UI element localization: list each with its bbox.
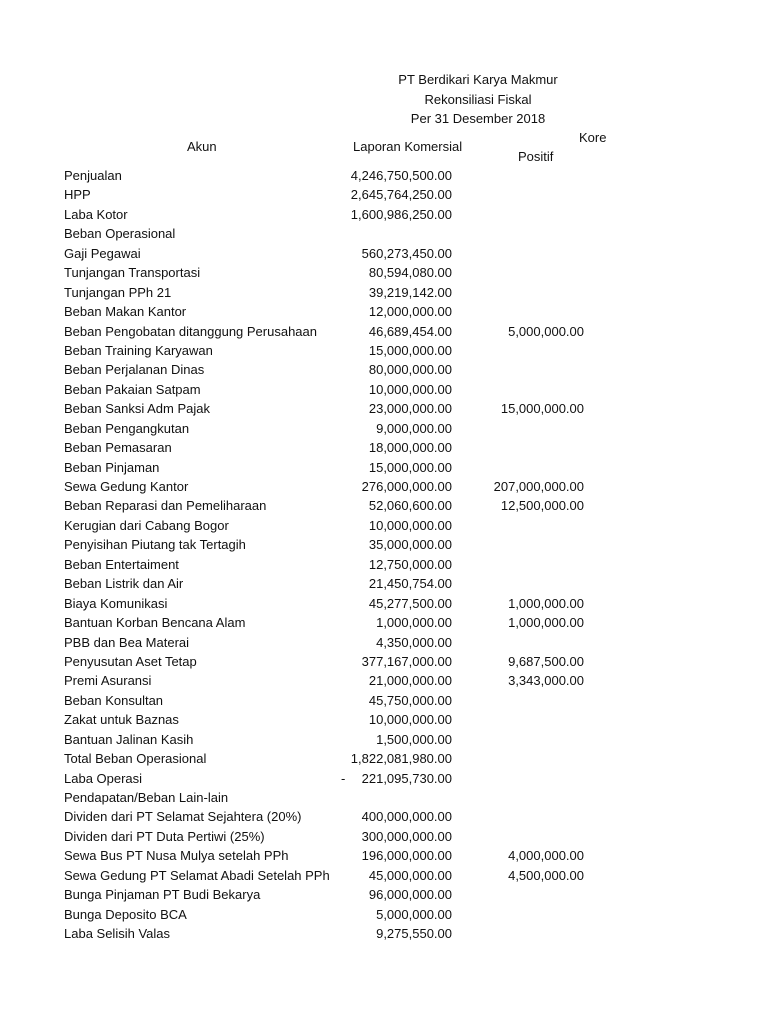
- komersial-value: 15,000,000.00: [368, 342, 452, 358]
- komersial-value: 10,000,000.00: [368, 381, 452, 397]
- table-row: [0, 752, 768, 771]
- account-name: Kerugian dari Cabang Bogor: [64, 517, 229, 533]
- table-row: [0, 286, 768, 305]
- positif-value: 3,343,000.00: [508, 673, 584, 689]
- table-row: [0, 363, 768, 382]
- table-row: [0, 266, 768, 285]
- account-name: Pendapatan/Beban Lain-lain: [64, 790, 229, 805]
- table-row: [0, 908, 768, 927]
- komersial-value: 2,645,764,250.00: [350, 187, 452, 203]
- account-name: Total Beban Operasional: [64, 751, 207, 767]
- positif-value: 207,000,000.00: [493, 479, 584, 494]
- table-row: [0, 810, 768, 829]
- account-name: Penyusutan Aset Tetap: [64, 653, 197, 669]
- column-header-koreksi: Kore: [579, 130, 607, 145]
- account-name: Dividen dari PT Duta Pertiwi (25%): [64, 828, 265, 844]
- account-name: Beban Pakaian Satpam: [64, 381, 201, 397]
- account-name: Gaji Pegawai: [64, 245, 141, 261]
- account-name: Bantuan Jalinan Kasih: [64, 731, 194, 747]
- table-row: [0, 169, 768, 188]
- account-name: PBB dan Bea Materai: [64, 634, 190, 650]
- account-name: Laba Selisih Valas: [64, 926, 170, 942]
- komersial-value: 10,000,000.00: [368, 517, 452, 533]
- account-name: Beban Pengangkutan: [64, 420, 190, 436]
- account-name: Laba Operasi: [64, 770, 143, 786]
- column-header-akun: Akun: [187, 139, 217, 154]
- table-row: [0, 888, 768, 907]
- account-rows: [0, 169, 768, 947]
- positif-value: 5,000,000.00: [508, 323, 584, 339]
- table-row: [0, 636, 768, 655]
- komersial-value: 10,000,000.00: [368, 712, 452, 728]
- table-row: [0, 208, 768, 227]
- account-name: Tunjangan Transportasi: [64, 265, 201, 281]
- komersial-value: 80,594,080.00: [368, 265, 452, 281]
- table-row: [0, 227, 768, 246]
- table-row: [0, 247, 768, 266]
- period-title: Per 31 Desember 2018: [410, 111, 546, 126]
- table-row: [0, 655, 768, 674]
- account-name: Sewa Bus PT Nusa Mulya setelah PPh: [64, 848, 289, 864]
- komersial-value: 400,000,000.00: [361, 809, 452, 825]
- table-row: [0, 597, 768, 616]
- table-row: [0, 383, 768, 402]
- table-row: [0, 538, 768, 557]
- account-name: Beban Sanksi Adm Pajak: [64, 401, 210, 417]
- komersial-value: 5,000,000.00: [376, 906, 452, 922]
- table-row: [0, 499, 768, 518]
- account-name: Beban Listrik dan Air: [64, 576, 184, 592]
- komersial-value: 300,000,000.00: [361, 828, 452, 844]
- table-row: [0, 422, 768, 441]
- report-title: Rekonsiliasi Fiskal: [424, 92, 532, 107]
- table-row: [0, 325, 768, 344]
- komersial-value: 96,000,000.00: [368, 887, 452, 903]
- komersial-value: 45,277,500.00: [368, 595, 452, 611]
- table-row: [0, 344, 768, 363]
- komersial-value: 4,246,750,500.00: [350, 168, 452, 183]
- komersial-value: 221,095,730.00: [361, 770, 452, 786]
- table-row: [0, 733, 768, 752]
- table-row: [0, 772, 768, 791]
- komersial-value: 80,000,000.00: [368, 362, 452, 378]
- komersial-value: 46,689,454.00: [368, 323, 452, 339]
- column-header-positif: Positif: [518, 149, 554, 164]
- account-name: Beban Perjalanan Dinas: [64, 362, 205, 378]
- account-name: Sewa Gedung PT Selamat Abadi Setelah PPh: [64, 867, 330, 883]
- komersial-value: 35,000,000.00: [368, 537, 452, 553]
- komersial-value: 21,000,000.00: [368, 673, 452, 689]
- table-row: [0, 830, 768, 849]
- komersial-value: 45,750,000.00: [368, 692, 452, 708]
- account-name: Beban Entertaiment: [64, 556, 179, 572]
- account-name: Beban Konsultan: [64, 692, 164, 708]
- komersial-value: 9,000,000.00: [376, 420, 452, 436]
- komersial-value: 21,450,754.00: [368, 576, 452, 592]
- account-name: Tunjangan PPh 21: [64, 284, 172, 300]
- positif-value: 4,000,000.00: [508, 848, 584, 864]
- komersial-value: 1,600,986,250.00: [350, 206, 452, 222]
- account-name: Beban Reparasi dan Pemeliharaan: [64, 498, 267, 514]
- account-name: Beban Training Karyawan: [64, 342, 213, 358]
- account-name: Bantuan Korban Bencana Alam: [64, 615, 246, 631]
- komersial-value: 45,000,000.00: [368, 867, 452, 883]
- account-name: Penjualan: [64, 168, 122, 183]
- negative-sign: -: [341, 770, 346, 786]
- table-row: [0, 480, 768, 499]
- account-name: Beban Operasional: [64, 226, 176, 242]
- account-name: Beban Pengobatan ditanggung Perusahaan: [64, 323, 317, 339]
- table-row: [0, 791, 768, 810]
- positif-value: 15,000,000.00: [500, 401, 584, 417]
- table-row: [0, 305, 768, 324]
- komersial-value: 1,500,000.00: [376, 731, 452, 747]
- table-row: [0, 616, 768, 635]
- positif-value: 1,000,000.00: [508, 595, 584, 611]
- account-name: Biaya Komunikasi: [64, 595, 168, 611]
- positif-value: 4,500,000.00: [508, 867, 584, 883]
- komersial-value: 15,000,000.00: [368, 459, 452, 475]
- table-row: [0, 674, 768, 693]
- komersial-value: 196,000,000.00: [361, 848, 452, 864]
- column-header-komersial: Laporan Komersial: [353, 139, 463, 154]
- komersial-value: 18,000,000.00: [368, 440, 452, 456]
- account-name: Beban Makan Kantor: [64, 304, 187, 320]
- table-row: [0, 402, 768, 421]
- account-name: Sewa Gedung Kantor: [64, 479, 189, 494]
- table-row: [0, 188, 768, 207]
- table-row: [0, 558, 768, 577]
- company-title: PT Berdikari Karya Makmur: [398, 72, 558, 87]
- account-name: Penyisihan Piutang tak Tertagih: [64, 537, 246, 553]
- komersial-value: 560,273,450.00: [361, 245, 452, 261]
- table-row: [0, 577, 768, 596]
- table-row: [0, 461, 768, 480]
- komersial-value: 4,350,000.00: [376, 634, 452, 650]
- table-row: [0, 713, 768, 732]
- account-name: Beban Pinjaman: [64, 459, 160, 475]
- account-name: Laba Kotor: [64, 206, 128, 222]
- komersial-value: 1,000,000.00: [376, 615, 452, 631]
- komersial-value: 377,167,000.00: [361, 653, 452, 669]
- komersial-value: 276,000,000.00: [361, 479, 452, 494]
- table-row: [0, 519, 768, 538]
- table-row: [0, 869, 768, 888]
- table-row: [0, 694, 768, 713]
- komersial-value: 12,750,000.00: [368, 556, 452, 572]
- komersial-value: 1,822,081,980.00: [350, 751, 452, 767]
- komersial-value: 39,219,142.00: [368, 284, 452, 300]
- account-name: Bunga Pinjaman PT Budi Bekarya: [64, 887, 261, 903]
- komersial-value: 12,000,000.00: [368, 304, 452, 320]
- account-name: HPP: [64, 187, 91, 203]
- account-name: Premi Asuransi: [64, 673, 152, 689]
- komersial-value: 23,000,000.00: [368, 401, 452, 417]
- table-row: [0, 849, 768, 868]
- komersial-value: 9,275,550.00: [376, 926, 452, 942]
- account-name: Zakat untuk Baznas: [64, 712, 179, 728]
- table-row: [0, 927, 768, 946]
- account-name: Dividen dari PT Selamat Sejahtera (20%): [64, 809, 302, 825]
- positif-value: 9,687,500.00: [508, 653, 584, 669]
- table-row: [0, 441, 768, 460]
- account-name: Beban Pemasaran: [64, 440, 172, 456]
- komersial-value: 52,060,600.00: [368, 498, 452, 514]
- positif-value: 1,000,000.00: [508, 615, 584, 631]
- account-name: Bunga Deposito BCA: [64, 906, 187, 922]
- positif-value: 12,500,000.00: [500, 498, 584, 514]
